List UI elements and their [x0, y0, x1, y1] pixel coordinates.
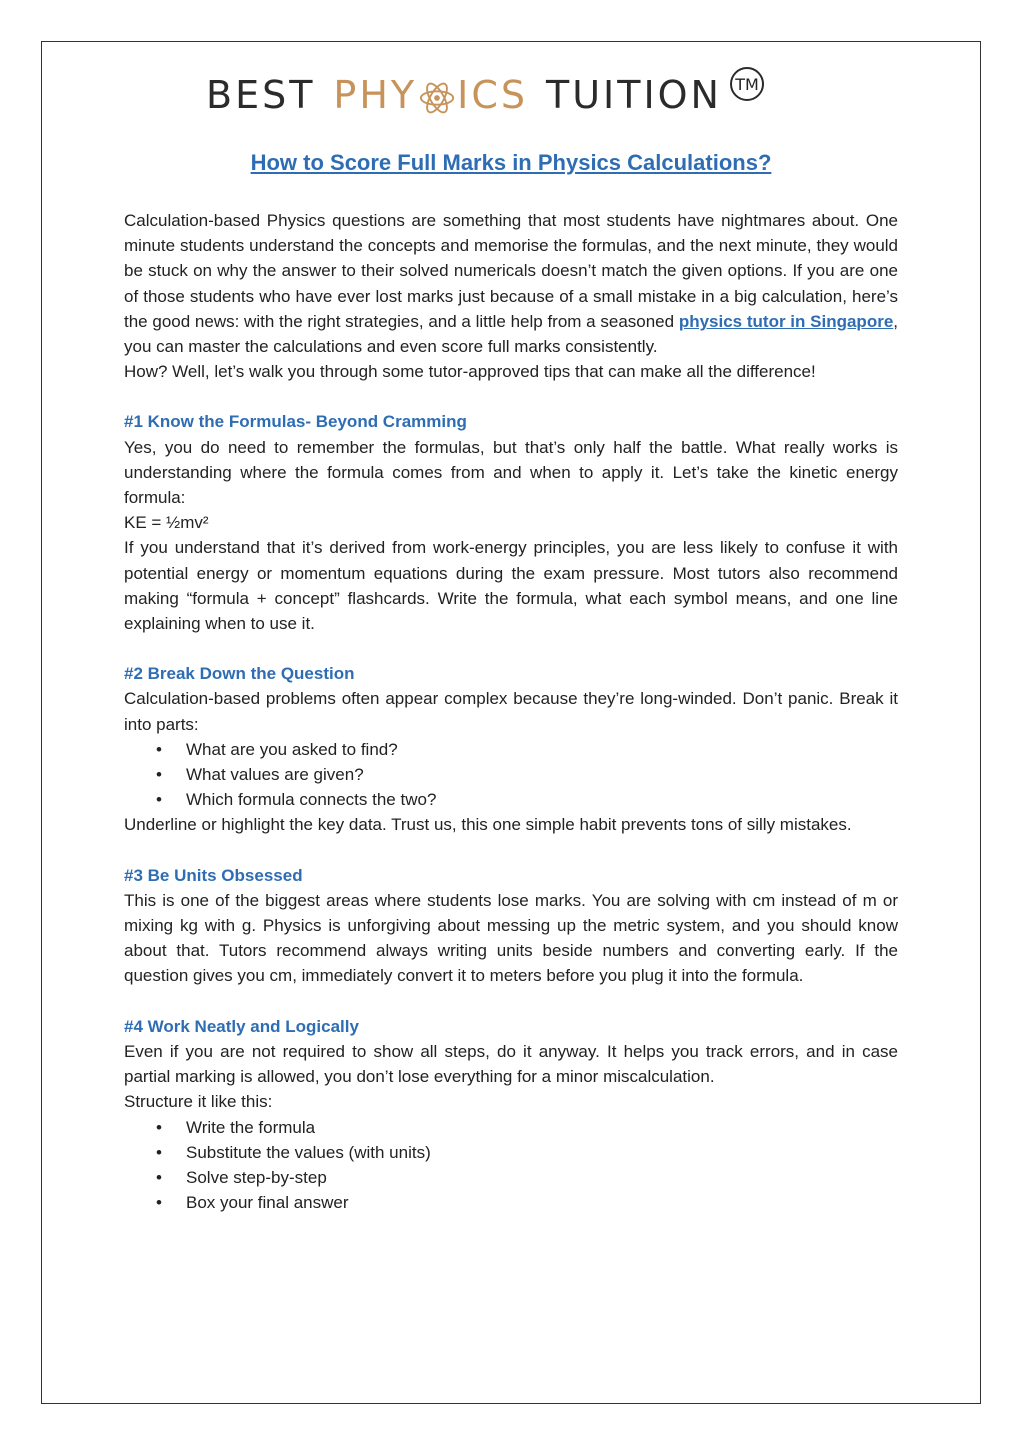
intro-paragraph-2: How? Well, let’s walk you through some tutor-approved tips that can make all the difference! [124, 362, 816, 382]
logo-word-physics: PHY ICS [333, 73, 528, 117]
list-item: • Which formula connects the two? [186, 787, 898, 812]
section-heading-2: #2 Break Down the Question [124, 664, 355, 684]
atom-icon [418, 79, 456, 117]
section-heading-3: #3 Be Units Obsessed [124, 865, 303, 885]
brand-logo [206, 70, 826, 120]
section-4-list [124, 1115, 898, 1216]
list-item: • What values are given? [186, 762, 898, 787]
intro-paragraph: Calculation-based Physics questions are something that most students have nightmares about. One minute students understand the concepts and memorise the formulas, and the next minute, they would be stuck on why the answer to their solved numericals doesn’t match the given options. If you are one of those students who have ever lost marks just because of a small mistake in a big calculation, here’s the good news: with the right strategies, and a little help from a seasoned physics tutor in Singapore, you can master the calculations and even score full marks consistently. [124, 211, 899, 357]
section-heading-1: #1 Know the Formulas- Beyond Cramming [124, 412, 467, 432]
list-item: • What are you asked to find? [186, 737, 898, 762]
section-2-list [124, 737, 898, 813]
logo-word-best: BEST [206, 73, 316, 117]
section-heading-4: #4 Work Neatly and Logically [124, 1016, 359, 1036]
section-1-text-2: If you understand that it’s derived from work-energy principles, you are less likely to confuse it with potential energy or momentum equations during the exam pressure. Most tutors also recommend making “formula + concept” flashcards. Write the formula, what each symbol means, and one line explaining when to use it. [124, 538, 898, 634]
section-2-text: Calculation-based problems often appear complex because they’re long-winded. Don’t panic. Break it into parts: [124, 689, 898, 734]
logo-word-tuition: TUITION [546, 73, 722, 117]
article-body [124, 208, 898, 1215]
trademark-symbol: TM [730, 67, 764, 101]
list-item: • Solve step-by-step [186, 1165, 898, 1190]
formula-text: KE = ½mv² [124, 513, 209, 533]
page-title: How to Score Full Marks in Physics Calculations? [250, 150, 772, 175]
section-4-text-2: Structure it like this: [124, 1092, 273, 1112]
physics-tutor-link[interactable]: physics tutor in Singapore [678, 311, 894, 331]
list-item: • Substitute the values (with units) [186, 1140, 898, 1165]
section-4-text: Even if you are not required to show all steps, do it anyway. It helps you track errors, and in case partial marking is allowed, you don’t lose everything for a minor miscalculation. [124, 1041, 898, 1087]
list-item: • Write the formula [186, 1115, 898, 1140]
list-item: • Box your final answer [186, 1190, 898, 1215]
section-2-text-2: Underline or highlight the key data. Trust us, this one simple habit prevents tons of silly mistakes. [124, 815, 852, 835]
section-3-text: This is one of the biggest areas where students lose marks. You are solving with cm instead of m or mixing kg with g. Physics is unforgiving about messing up the metric system, and you should know about that. Tutors recommend always writing units beside numbers and converting early. If the question gives you cm, immediately convert it to meters before you plug it into the formula. [124, 890, 898, 986]
section-1-text: Yes, you do need to remember the formulas, but that’s only half the battle. What really works is understanding where the formula comes from and when to apply it. Let’s take the kinetic energy formula: [124, 437, 898, 508]
